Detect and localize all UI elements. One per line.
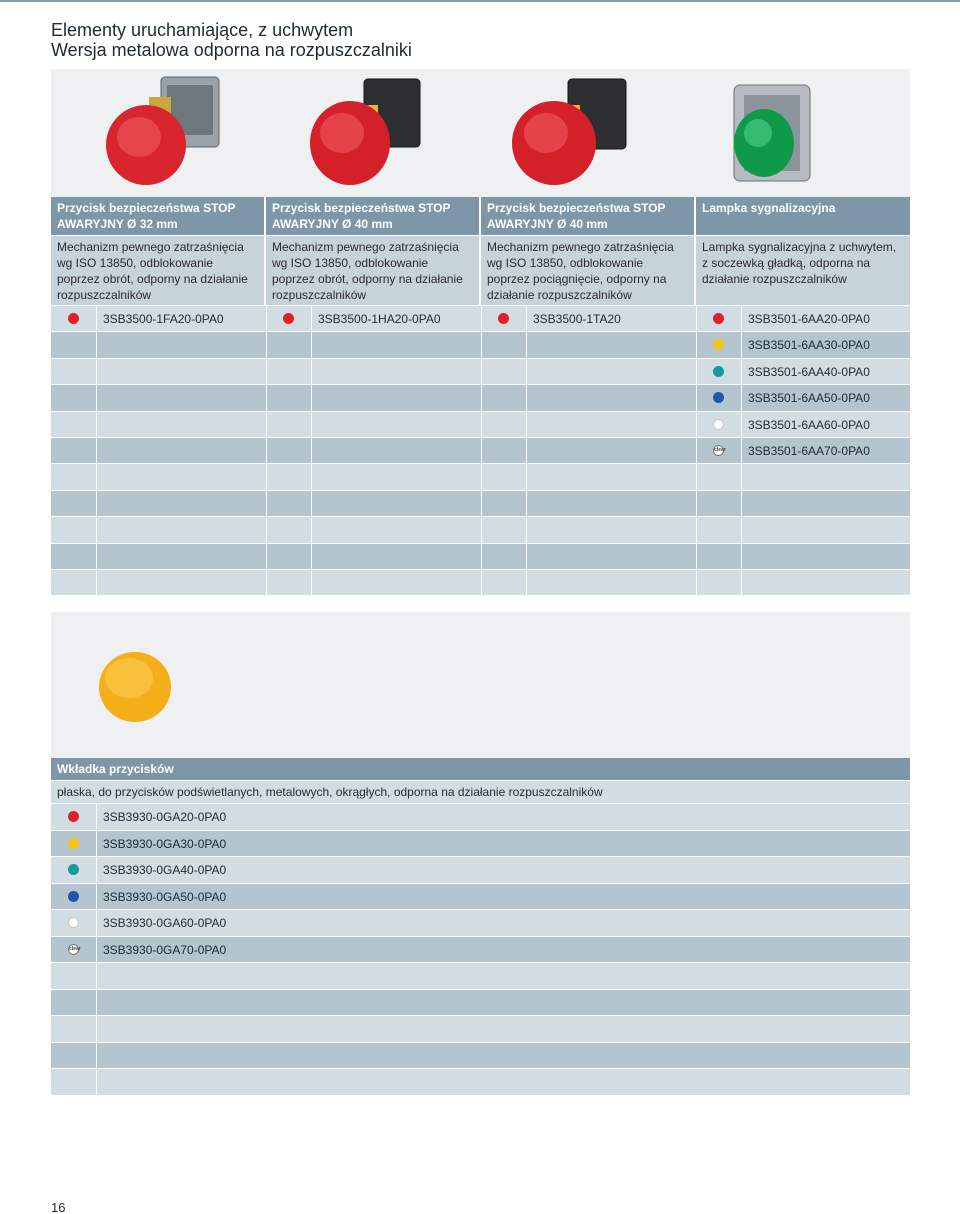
cell-divider: [96, 359, 97, 384]
cell-divider: [96, 306, 97, 331]
cell-divider: [481, 517, 482, 542]
column-description-3: Mechanizm pewnego zatrzaśnięcia wg ISO 13850, odblokowanie poprzez pociągnięcie, odporny na działanie rozpuszczalników: [481, 236, 694, 305]
order-code: 3SB3930-0GA70-0PA0: [103, 942, 227, 957]
cell-divider: [96, 990, 97, 1016]
title-line-1: Elementy uruchamiające, z uchwytem: [51, 20, 354, 40]
cell-divider: [96, 438, 97, 463]
cell-divider: [96, 857, 97, 883]
yellow-insert-disc-icon: [97, 650, 173, 724]
cell-divider: [311, 544, 312, 569]
cell-divider: [696, 544, 697, 569]
table-row: [51, 1016, 910, 1042]
cell-divider: [526, 570, 527, 595]
cell-divider: [481, 491, 482, 516]
column-header-1: Przycisk bezpieczeństwa STOP AWARYJNY Ø 32 mm: [51, 197, 264, 235]
page-title: [51, 20, 412, 60]
green-indicator-lamp-icon: [716, 81, 826, 191]
column-description-2: Mechanizm pewnego zatrzaśnięcia wg ISO 13850, odblokowanie poprzez obrót, odporny na działanie rozpuszczalników: [266, 236, 479, 305]
cell-divider: [266, 438, 267, 463]
order-code: 3SB3500-1FA20-0PA0: [103, 312, 224, 326]
order-code: 3SB3930-0GA20-0PA0: [103, 810, 227, 824]
cell-divider: [741, 464, 742, 489]
cell-divider: [311, 517, 312, 542]
red-color-dot: [68, 811, 79, 822]
cell-divider: [96, 937, 97, 963]
cell-divider: [96, 491, 97, 516]
cell-divider: [526, 332, 527, 357]
cell-divider: [526, 544, 527, 569]
cell-divider: [266, 544, 267, 569]
cell-divider: [481, 438, 482, 463]
cell-divider: [96, 517, 97, 542]
page-number: 16: [51, 1200, 66, 1214]
order-code: 3SB3500-1HA20-0PA0: [318, 312, 441, 326]
order-code: 3SB3930-0GA40-0PA0: [103, 863, 227, 877]
cell-divider: [311, 385, 312, 410]
order-code: 3SB3501-6AA60-0PA0: [748, 417, 870, 432]
table-row: [51, 544, 910, 569]
cell-divider: [311, 464, 312, 489]
red-color-dot: [498, 313, 509, 324]
order-code: 3SB3930-0GA60-0PA0: [103, 916, 227, 930]
cell-divider: [481, 570, 482, 595]
cell-divider: [96, 963, 97, 989]
cell-divider: [741, 306, 742, 331]
clear-color-dot: clear: [68, 944, 79, 955]
cell-divider: [96, 910, 97, 936]
table-row: [51, 464, 910, 489]
cell-divider: [311, 306, 312, 331]
cell-divider: [696, 570, 697, 595]
cell-divider: [266, 491, 267, 516]
cell-divider: [526, 306, 527, 331]
insert-header: Wkładka przycisków: [51, 758, 910, 780]
table-row: [51, 491, 910, 516]
cell-divider: [96, 1043, 97, 1069]
cell-divider: [266, 385, 267, 410]
table-row: [51, 963, 910, 989]
cell-divider: [266, 464, 267, 489]
cell-divider: [96, 544, 97, 569]
red-color-dot: [283, 313, 294, 324]
title-line-2: Wersja metalowa odporna na rozpuszczalniki: [51, 40, 412, 60]
cell-divider: [311, 491, 312, 516]
cell-divider: [526, 464, 527, 489]
table-row: [51, 570, 910, 595]
order-code: 3SB3501-6AA20-0PA0: [748, 312, 870, 326]
cell-divider: [96, 332, 97, 357]
cell-divider: [526, 491, 527, 516]
cell-divider: [481, 385, 482, 410]
cell-divider: [696, 438, 697, 463]
cell-divider: [311, 332, 312, 357]
order-code: 3SB3930-0GA50-0PA0: [103, 889, 227, 904]
cell-divider: [481, 544, 482, 569]
cell-divider: [526, 412, 527, 437]
product-table: [51, 197, 910, 593]
cell-divider: [96, 1016, 97, 1042]
cell-divider: [526, 359, 527, 384]
white-color-dot: [68, 917, 79, 928]
column-description-4: Lampka sygnalizacyjna z uchwytem, z soczewką gładką, odporna na działanie rozpuszczalników: [696, 236, 910, 305]
cell-divider: [696, 332, 697, 357]
column-header-2: Przycisk bezpieczeństwa STOP AWARYJNY Ø 40 mm: [266, 197, 479, 235]
order-code: 3SB3501-6AA30-0PA0: [748, 338, 870, 353]
red-color-dot: [713, 313, 724, 324]
cell-divider: [481, 359, 482, 384]
cell-divider: [96, 884, 97, 910]
cell-divider: [696, 359, 697, 384]
cell-divider: [481, 412, 482, 437]
cell-divider: [481, 332, 482, 357]
table-row: [51, 990, 910, 1016]
column-header-3: Przycisk bezpieczeństwa STOP AWARYJNY Ø 40 mm: [481, 197, 694, 235]
blue-color-dot: [68, 891, 79, 902]
cell-divider: [96, 804, 97, 830]
cell-divider: [696, 385, 697, 410]
cell-divider: [481, 306, 482, 331]
cell-divider: [481, 464, 482, 489]
cell-divider: [741, 438, 742, 463]
cell-divider: [311, 438, 312, 463]
order-code: 3SB3501-6AA70-0PA0: [748, 444, 870, 458]
table-row: [51, 1069, 910, 1095]
cell-divider: [741, 570, 742, 595]
cell-divider: [311, 570, 312, 595]
table-row: [51, 517, 910, 542]
cell-divider: [741, 385, 742, 410]
red-mushroom-button-icon: [306, 77, 436, 192]
cell-divider: [741, 491, 742, 516]
insert-image-panel: [51, 612, 910, 758]
cell-divider: [741, 332, 742, 357]
green-color-dot: [68, 864, 79, 875]
cell-divider: [96, 412, 97, 437]
cell-divider: [526, 438, 527, 463]
table-row: [51, 1043, 910, 1069]
green-color-dot: [713, 366, 724, 377]
cell-divider: [266, 412, 267, 437]
order-code: 3SB3501-6AA40-0PA0: [748, 364, 870, 379]
cell-divider: [696, 491, 697, 516]
cell-divider: [696, 464, 697, 489]
top-rule: [0, 0, 960, 2]
cell-divider: [696, 412, 697, 437]
order-code: 3SB3930-0GA30-0PA0: [103, 836, 227, 851]
cell-divider: [741, 517, 742, 542]
cell-divider: [696, 306, 697, 331]
cell-divider: [526, 517, 527, 542]
yellow-color-dot: [68, 838, 79, 849]
insert-table: [51, 758, 910, 1083]
cell-divider: [311, 359, 312, 384]
insert-description: płaska, do przycisków podświetlanych, metalowych, okrągłych, odporna na działanie rozpuszczalników: [51, 781, 910, 803]
red-mushroom-button-icon: [506, 77, 636, 192]
cell-divider: [526, 385, 527, 410]
red-color-dot: [68, 313, 79, 324]
cell-divider: [266, 570, 267, 595]
cell-divider: [96, 1069, 97, 1095]
order-code: 3SB3500-1TA20: [533, 312, 621, 326]
cell-divider: [741, 544, 742, 569]
cell-divider: [96, 385, 97, 410]
order-code: 3SB3501-6AA50-0PA0: [748, 391, 870, 406]
cell-divider: [96, 464, 97, 489]
clear-color-dot: clear: [713, 445, 724, 456]
product-images-panel: [51, 69, 910, 197]
cell-divider: [96, 570, 97, 595]
cell-divider: [266, 359, 267, 384]
cell-divider: [741, 359, 742, 384]
column-header-4: Lampka sygnalizacyjna: [696, 197, 910, 235]
red-mushroom-button-icon: [101, 75, 231, 190]
cell-divider: [741, 412, 742, 437]
cell-divider: [96, 831, 97, 857]
cell-divider: [311, 412, 312, 437]
cell-divider: [266, 332, 267, 357]
column-description-1: Mechanizm pewnego zatrzaśnięcia wg ISO 13850, odblokowanie poprzez obrót, odporny na działanie rozpuszczalników: [51, 236, 264, 305]
cell-divider: [266, 517, 267, 542]
white-color-dot: [713, 419, 724, 430]
cell-divider: [266, 306, 267, 331]
cell-divider: [696, 517, 697, 542]
